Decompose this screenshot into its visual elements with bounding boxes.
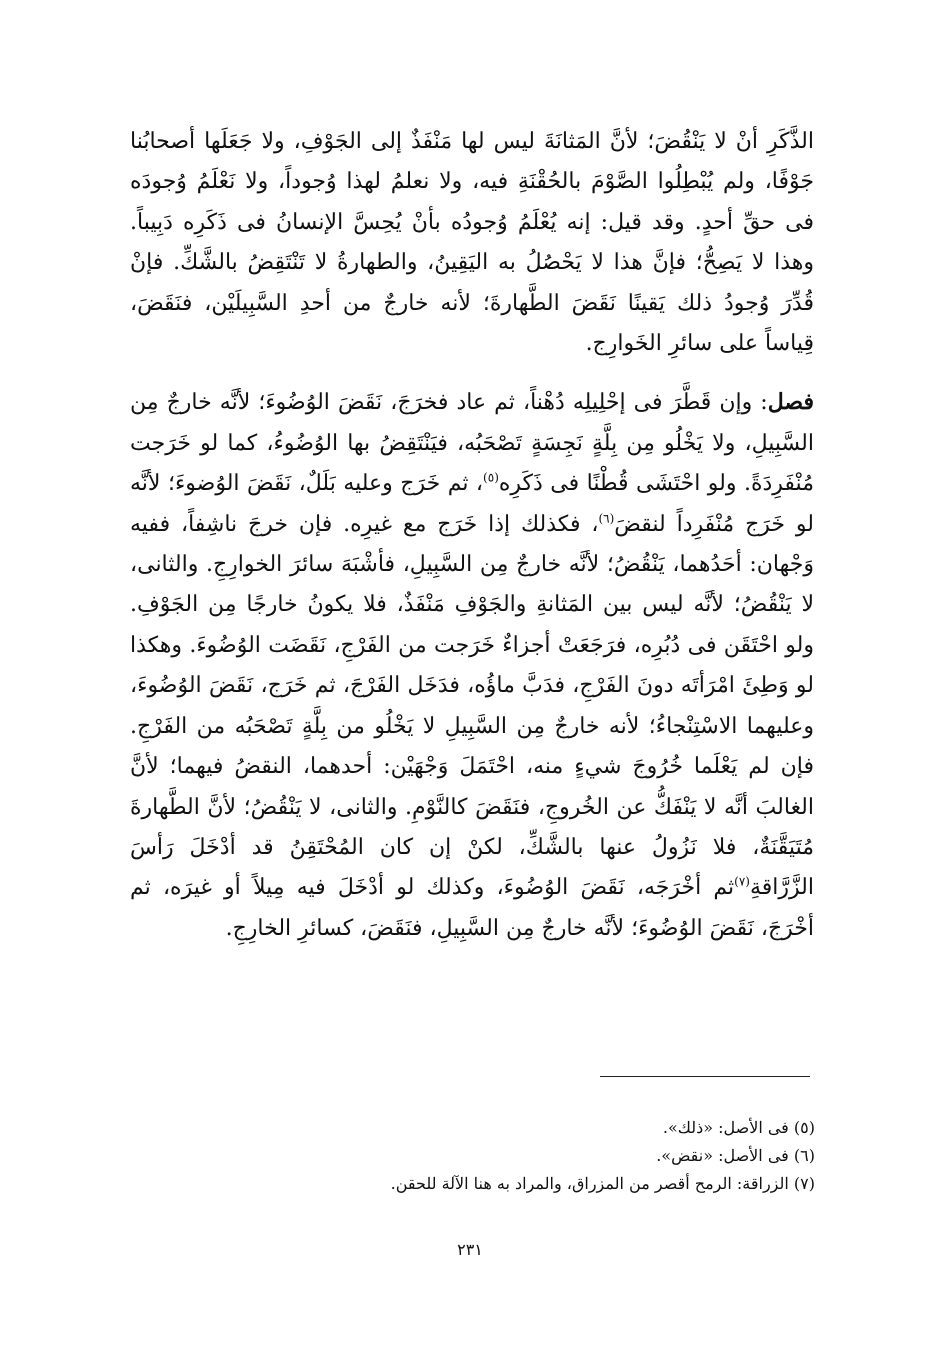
paragraph-2-part-4: ثم أخْرَجَه، نَقَضَ الوُضُوءَ، وكذلك لو أدْخَلَ فيه مِيلاً أو غيرَه، ثم أخْرَجَ، نَقَضَ الوُضُوءَ؛ لأنَّه خارجٌ مِن السَّبِيلِ، فنَقَضَ، كسائرِ الخارِجِ. [130,875,814,941]
footnote-6: (٦) فى الأصل: «نقض». [656,1146,815,1165]
footnote-ref-6[interactable]: (٦) [598,511,615,526]
main-text-block [130,122,814,949]
paragraph-2-part-2: ، ثم خَرَج وعليه بَلَلٌ، نَقَضَ الوُضوءَ؛ لأنَّه لو خَرَج مُنْفَرِداً لنقضَ [130,471,814,537]
footnote-ref-7[interactable]: (٧) [734,874,750,889]
footnote-5: (٥) فى الأصل: «ذلك». [662,1118,815,1137]
footnotes [330,1114,815,1198]
footnote-ref-5[interactable]: (٥) [483,470,499,485]
footnote-divider [600,1076,810,1077]
paragraph-2 [130,382,814,949]
paragraph-2-part-1: : وإن قَطَّرَ فى إحْلِيلِه دُهْناً، ثم عاد فخرَجَ، نَقَضَ الوُضُوءَ؛ لأنَّه خارجٌ مِن السَّبِيلِ، ولا يَخْلُو مِن بِلَّةٍ نَجِسَةٍ تَصْحَبُه، فيَنْتَقِضُ بها الوُضُوءُ، كما لو خَرَجت مُنْفَرِدَةً. ولو احْتَشَى قُطْنًا فى ذَكَرِه [130,390,814,497]
page-number: ٢٣١ [457,1240,483,1259]
paragraph-2-part-3: ، فكذلك إذا خَرَج مع غيرِه. فإن خرجَ ناشِفاً، ففيه وَجْهان: أحَدُهما، يَنْقُضُ؛ لأنَّه خارجٌ مِن السَّبِيلِ، فأشْبَهَ سائرَ الخوارِجِ. والثانى، لا يَنْقُضُ؛ لأنَّه ليس بين المَثانةِ والجَوْفِ مَنْفَذٌ، فلا يكونُ خارجًا مِن الجَوْفِ. ولو احْتَقَن فى دُبُرِه، فرَجَعَتْ أجزاءٌ خَرَجت من الفَرْجِ، نَقَضَت الوُضُوءَ. وهكذا لو وَطِئَ امْرَأتَه دونَ الفَرْجِ، فدَبَّ ماؤُه، فدَخَل الفَرْجَ، ثم خَرَج، نَقَضَ الوُضُوءَ، وعليهما الاسْتِنْجاءُ؛ لأنه خارجٌ مِن السَّبِيلِ لا يَخْلُو من بِلَّةٍ تَصْحَبُه من الفَرْجِ. فإن لم يَعْلَما خُرُوجَ شيءٍ منه، احْتَمَلَ وَجْهَيْن: أحدهما، النقضُ فيهما؛ لأنَّ الغالبَ أنَّه لا يَنْفَكُّ عن الخُروجِ، فنَقَضَ كالنَّوْمِ. والثانى، لا يَنْقُضُ؛ لأنَّ الطَّهارةَ مُتَيَقَّنَةٌ، فلا نَزُولُ عنها بالشَّكِّ، لكنْ إن كان المُحْتَقِنُ قد أدْخَلَ رَأسَ الزَّرَّاقةِ [130,511,814,901]
section-heading-fasl: فصل [767,389,814,416]
paragraph-1: الذَّكَرِ أنْ لا يَنْقُضَ؛ لأنَّ المَثانَةَ ليس لها مَنْفَذٌ إلى الجَوْفِ، ولا جَعَلَها أصحابُنا جَوْفًا، ولم يُبْطِلُوا الصَّوْمَ بالحُقْنَةِ فيه، ولا نعلمُ لهذا وُجوداً، ولا نَعْلَمُ وُجودَه فى حقِّ أحدٍ. وقد قيل: إنه يُعْلَمُ وُجودُه بأنْ يُحِسَّ الإنسانُ فى ذَكَرِه دَبِيباً. وهذا لا يَصِحُّ؛ فإنَّ هذا لا يَحْصُلُ به اليَقِينُ، والطهارةُ لا تَنْتَقِضُ بالشَّكِّ. فإنْ قُدِّرَ وُجودُ ذلك يَقينًا نَقَضَ الطَّهارةَ؛ لأنه خارجٌ من أحدِ السَّبِيلَيْن، فنَقَضَ، قِياساً على سائرِ الخَوارِج. [130,129,814,357]
footnote-7: (٧) الزراقة: الرمح أقصر من المزراق، والمراد به هنا الآلة للحقن. [390,1174,815,1193]
